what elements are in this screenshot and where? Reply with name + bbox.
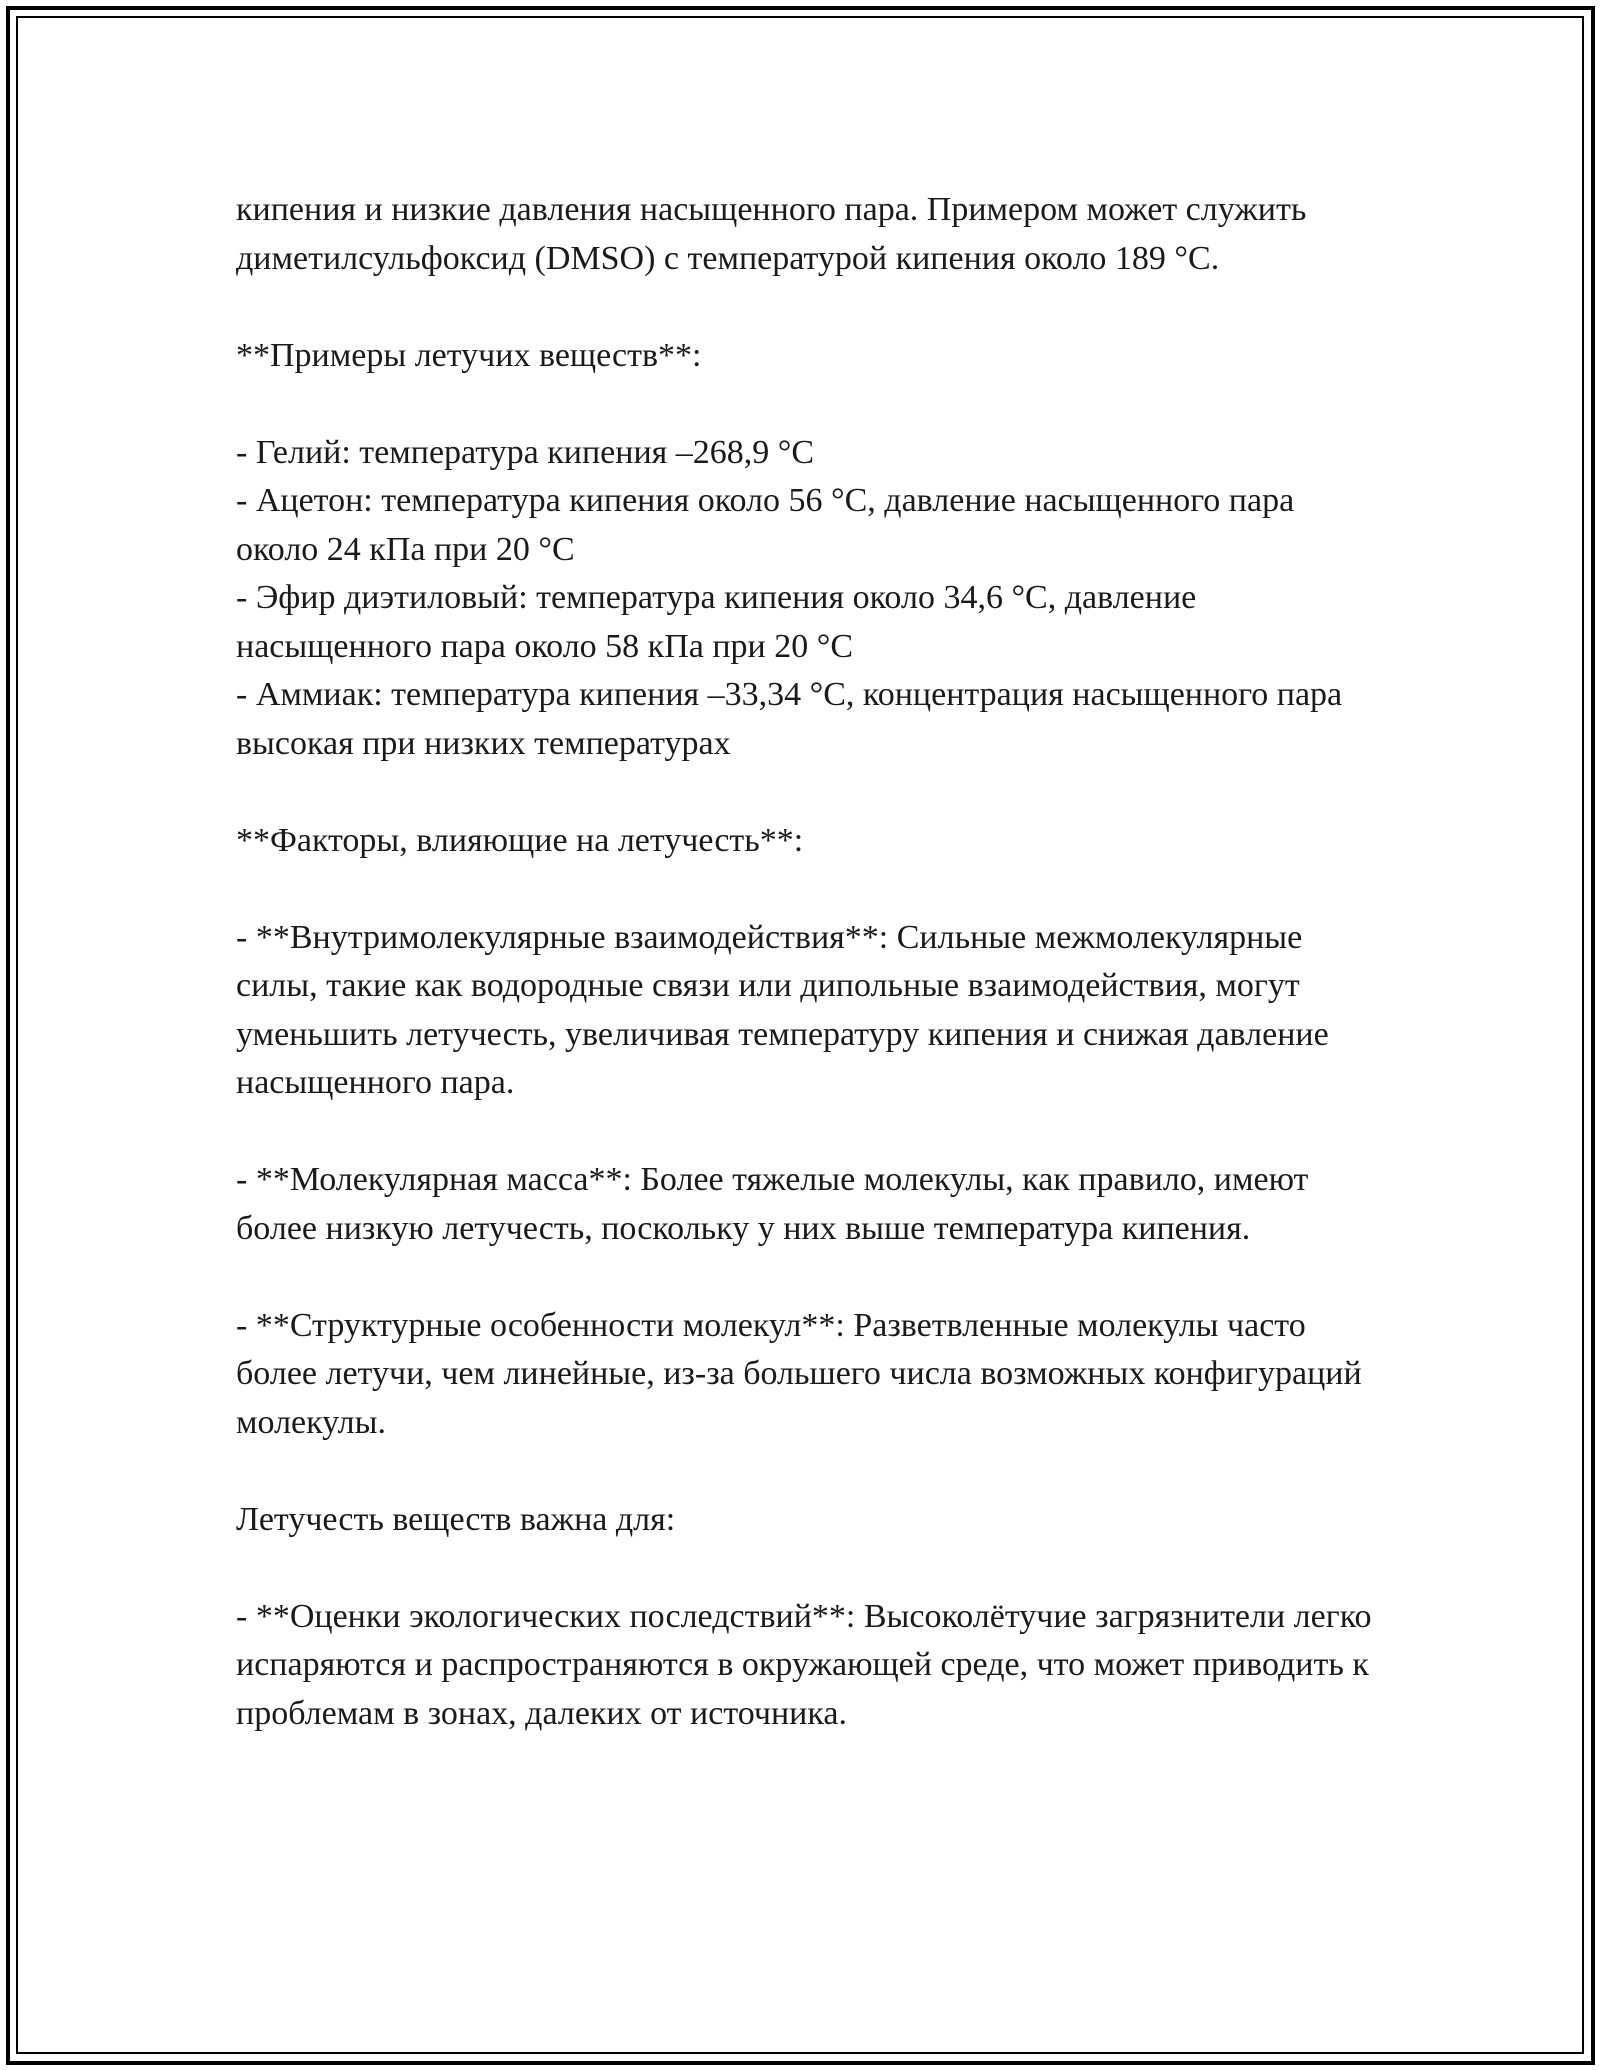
factor-intermolecular-interactions: - **Внутримолекулярные взаимодействия**: Сильные межмолекулярные силы, такие как водородные связи или дипольные взаимодействия, могут уменьшить летучесть, увеличивая температуру кипения и снижая давление насыщенного пара. <box>236 918 1338 1101</box>
list-volatile-examples: - Гелий: температура кипения –268,9 °C - Ацетон: температура кипения около 56 °C, давление насыщенного пара около 24 кПа при 20 °C - Эфир диэтиловый: температура кипения около 34,6 °C, давление насыщенного пара около 58 кПа при 20 °C - Аммиак: температура кипения –33,34 °C, концентрация насыщенного пара высокая при низких температурах <box>236 433 1343 762</box>
heading-volatility-factors: **Факторы, влияющие на летучесть**: <box>236 821 804 859</box>
paragraph-dmso-intro: кипения и низкие давления насыщенного пара. Примером может служить диметилсульфоксид (DMSO) с температурой кипения около 189 °C. <box>236 191 1315 277</box>
factor-structural-features: - **Структурные особенности молекул**: Разветвленные молекулы часто более летучи, чем линейные, из-за большего числа возможных конфигураций молекулы. <box>236 1306 1371 1441</box>
paragraph-importance-intro: Летучесть веществ важна для: <box>236 1500 676 1538</box>
importance-ecological-assessment: - **Оценки экологических последствий**: Высоколётучие загрязнители легко испаряются и распространяются в окружающей среде, что может приводить к проблемам в зонах, далеких от источника. <box>236 1597 1380 1732</box>
factor-molecular-mass: - **Молекулярная масса**: Более тяжелые молекулы, как правило, имеют более низкую летучесть, поскольку у них выше температура кипения. <box>236 1161 1317 1247</box>
heading-volatile-examples: **Примеры летучих веществ**: <box>236 336 702 374</box>
document-body <box>236 186 1380 1738</box>
